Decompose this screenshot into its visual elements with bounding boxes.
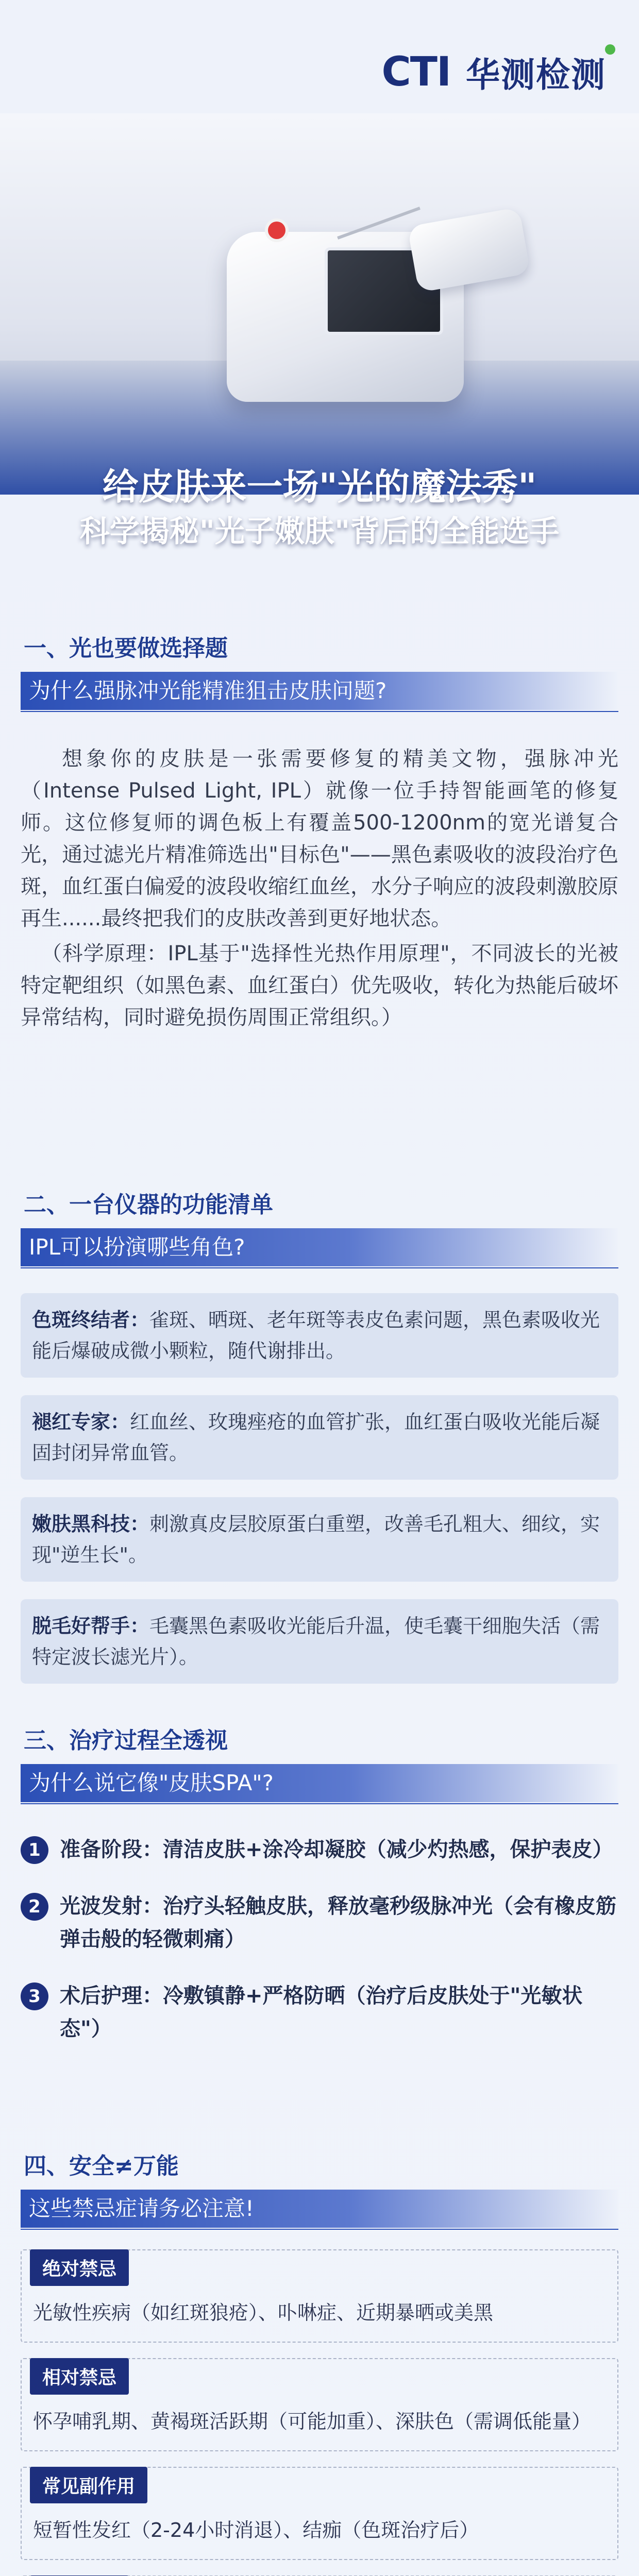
step-text: 术后护理：冷敷镇静+严格防晒（治疗后皮肤处于"光敏状态"）	[60, 1984, 583, 2041]
process-step	[21, 1979, 618, 2045]
section-3-subtitle-bar	[21, 1764, 618, 1802]
section-2	[21, 1186, 618, 1684]
logo-chinese: 华测检测	[466, 55, 606, 95]
hero-title-line1: 给皮肤来一场"光的魔法秀"	[102, 466, 537, 508]
section-2-subtitle: IPL可以扮演哪些角色?	[29, 1234, 245, 1260]
hero-banner	[0, 113, 639, 495]
safety-block	[21, 2467, 618, 2560]
section-4	[21, 2147, 618, 2576]
process-step	[21, 1890, 618, 1956]
role-card-desc: 刺激真皮层胶原蛋白重塑，改善毛孔粗大、细纹，实现"逆生长"。	[32, 1513, 600, 1566]
logo-dot-icon	[605, 44, 615, 55]
section-2-subtitle-bar	[21, 1228, 618, 1266]
safety-tag: 相对禁忌	[30, 2358, 129, 2395]
section-4-title: 四、安全≠万能	[24, 2153, 179, 2179]
step-text: 光波发射：治疗头轻触皮肤，释放毫秒级脉冲光（会有橡皮筋弹击般的轻微刺痛）	[60, 1894, 616, 1951]
section-1-title: 一、光也要做选择题	[24, 635, 228, 662]
step-number-badge: 3	[21, 1982, 48, 2010]
role-card-desc: 红血丝、玫瑰痤疮的血管扩张，血红蛋白吸收光能后凝固封闭异常血管。	[32, 1411, 600, 1464]
role-card	[21, 1497, 618, 1582]
role-card-desc: 雀斑、晒斑、老年斑等表皮色素问题，黑色素吸收光能后爆破成微小颗粒，随代谢排出。	[32, 1309, 600, 1362]
role-card-title: 脱毛好帮手：	[32, 1615, 150, 1637]
safety-tag: 常见副作用	[30, 2467, 147, 2503]
brand-logo	[382, 47, 606, 96]
section-4-subtitle-bar	[21, 2190, 618, 2228]
step-text: 准备阶段：清洁皮肤+涂冷却凝胶（减少灼热感，保护表皮）	[60, 1838, 613, 1861]
safety-text: 怀孕哺乳期、黄褐斑活跃期（可能加重）、深肤色（需调低能量）	[33, 2410, 592, 2433]
section-3-title: 三、治疗过程全透视	[24, 1727, 228, 1754]
role-card-title: 褪红专家：	[32, 1411, 130, 1433]
logo-latin: CTI	[381, 48, 450, 95]
section-1-paragraph-1: 想象你的皮肤是一张需要修复的精美文物，强脉冲光（Intense Pulsed Light, IPL）就像一位手持智能画笔的修复师。这位修复师的调色板上有覆盖500-1200nm的宽光谱复合光，通过滤光片精准筛选出"目标色"——黑色素吸收的波段治疗色斑，血红蛋白偏爱的波段收缩红血丝，水分子响应的波段刺激胶原再生......最终把我们的皮肤改善到更好地状态。	[21, 747, 618, 930]
process-step	[21, 1833, 618, 1866]
section-1-paragraph-2: （科学原理：IPL基于"选择性光热作用原理"，不同波长的光被特定靶组织（如黑色素、血红蛋白）优先吸收，转化为热能后破坏异常结构，同时避免损伤周围正常组织。）	[21, 942, 618, 1029]
role-card	[21, 1293, 618, 1378]
step-number-badge: 1	[21, 1836, 48, 1864]
section-1-subtitle-bar	[21, 672, 618, 710]
section-3-subtitle: 为什么说它像"皮肤SPA"?	[29, 1770, 274, 1795]
role-card	[21, 1395, 618, 1480]
safety-text: 光敏性疾病（如红斑狼疮）、卟啉症、近期暴晒或美黑	[33, 2301, 494, 2324]
role-card-title: 嫩肤黑科技：	[32, 1513, 150, 1535]
step-number-badge: 2	[21, 1893, 48, 1921]
section-4-subtitle: 这些禁忌症请务必注意!	[29, 2196, 254, 2221]
hero-title-line2: 科学揭秘"光子嫩肤"背后的全能选手	[79, 514, 560, 549]
safety-block	[21, 2358, 618, 2451]
section-1-subtitle: 为什么强脉冲光能精准狙击皮肤问题?	[29, 678, 387, 703]
role-card-title: 色斑终结者：	[32, 1309, 150, 1331]
safety-text: 短暂性发红（2-24小时消退）、结痂（色斑治疗后）	[33, 2519, 479, 2541]
safety-block	[21, 2249, 618, 2343]
hero-title	[0, 464, 639, 552]
section-3	[21, 1722, 618, 2045]
machine-red-button-icon	[268, 222, 285, 239]
section-2-title: 二、一台仪器的功能清单	[24, 1192, 273, 1218]
safety-tag: 绝对禁忌	[30, 2249, 129, 2286]
role-card	[21, 1599, 618, 1684]
section-1	[21, 630, 618, 1033]
role-card-desc: 毛囊黑色素吸收光能后升温，使毛囊干细胞失活（需特定波长滤光片）。	[32, 1615, 600, 1668]
